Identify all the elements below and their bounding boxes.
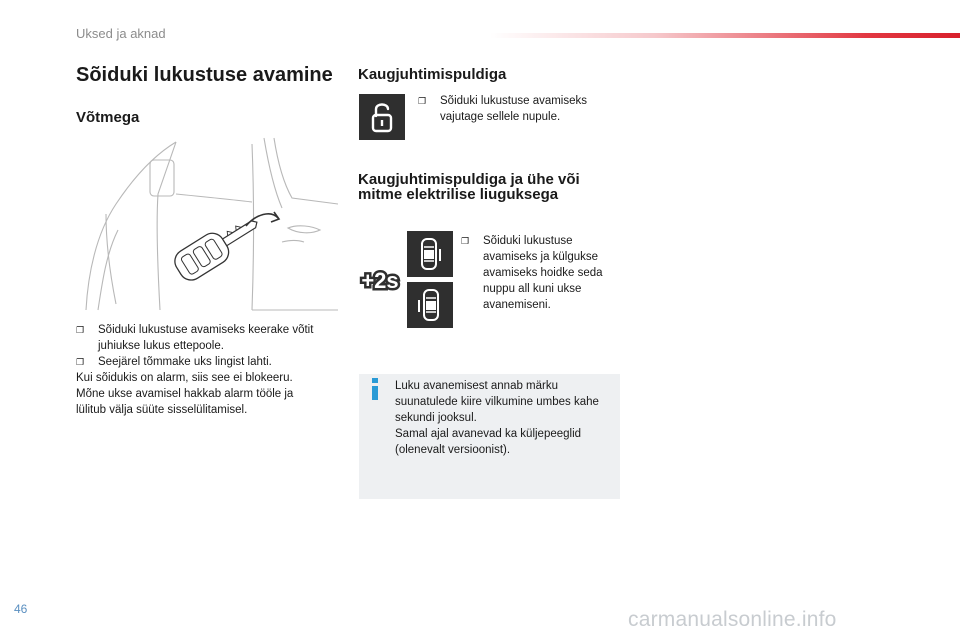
bullet-text: Sõiduki lukustuse avamiseks vajutage sellele nupule. [440, 95, 588, 123]
remote-sliding-section-title: Kaugjuhtimispuldiga ja ühe või mitme elektrilise liuguksega [358, 171, 580, 203]
watermark: carmanualsonline.info [628, 608, 837, 631]
bullet-text: Sõiduki lukustuse avamiseks keerake võtit juhiukse lukus ettepoole. [98, 324, 314, 352]
body-line: lülitub välja süüte sisselülitamisel. [76, 404, 248, 416]
duration-label: +2s [361, 268, 399, 293]
bullet-text: Seejärel tõmmake uks lingist lahti. [98, 356, 272, 368]
list-item [418, 93, 618, 125]
square-bullet-icon: ❐ [76, 325, 85, 335]
body-line: Kui sõidukis on alarm, siis see ei blokeeru. [76, 372, 293, 384]
key-section-body [76, 322, 344, 418]
list-item [76, 322, 344, 354]
info-icon [369, 378, 381, 400]
bullet-text: Sõiduki lukustuse avamiseks ja külgukse avamiseks hoidke seda nuppu all kuni ukse avanemiseni. [483, 235, 603, 311]
page-title: Sõiduki lukustuse avamine [76, 64, 333, 86]
unlock-padlock-icon [359, 94, 405, 140]
sliding-door-right-icon [407, 282, 453, 328]
list-item [461, 233, 621, 313]
square-bullet-icon: ❐ [76, 357, 85, 367]
header-accent-bar [490, 33, 960, 38]
section-header: Uksed ja aknad [76, 26, 166, 41]
body-line: Mõne ukse avamisel hakkab alarm tööle ja [76, 388, 294, 400]
info-line: Luku avanemisest annab märku suunatulede kiire vilkumine umbes kahe sekundi jooksul. [395, 380, 599, 424]
key-section-title: Võtmega [76, 109, 140, 126]
square-bullet-icon: ❐ [461, 236, 470, 246]
info-box-text [395, 378, 610, 458]
remote-section-title: Kaugjuhtimispuldiga [358, 66, 507, 83]
sliding-door-left-icon [407, 231, 453, 277]
list-item [76, 354, 344, 370]
page-number: 46 [14, 602, 28, 616]
square-bullet-icon: ❐ [418, 96, 427, 106]
car-door-key-illustration [76, 134, 338, 314]
remote-instruction [418, 93, 618, 125]
remote-sliding-instruction [461, 233, 621, 313]
hold-duration-badge [357, 262, 403, 298]
info-line: Samal ajal avanevad ka küljepeeglid (olenevalt versioonist). [395, 428, 582, 456]
